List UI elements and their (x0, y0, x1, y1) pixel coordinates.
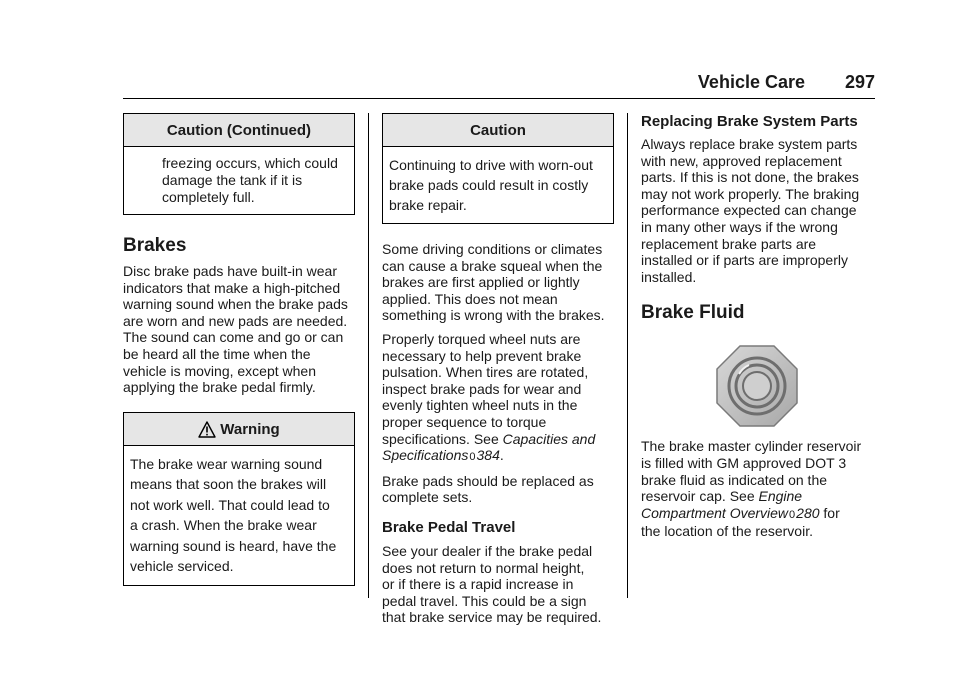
text-line: brake pads could result in costly (389, 177, 589, 193)
text-line: warning sound when the brake pads (123, 296, 348, 313)
page-ref-icon: 0 (469, 451, 476, 464)
text-line: with new, approved replacement (641, 152, 842, 169)
text-line: indicators that make a high-pitched (123, 279, 341, 296)
text-line: brake fluid as indicated on the (641, 471, 828, 488)
replacing-parts-heading: Replacing Brake System Parts (641, 113, 858, 130)
brake-fluid-reservoir-cap-icon (715, 344, 799, 428)
text-line: freezing occurs, which could (162, 155, 338, 171)
text-line: replacement brake parts are (641, 235, 817, 252)
column-1 (123, 113, 355, 586)
section-title: Vehicle Care (697, 72, 805, 92)
text-line: Some driving conditions or climates (382, 241, 603, 257)
text-line: can cause a brake squeal when the (382, 257, 603, 274)
text-line: installed. (641, 268, 697, 285)
wheel-nuts-paragraph (382, 331, 614, 466)
text-line: vehicle is moving, except when (123, 362, 316, 379)
brake-fluid-paragraph (641, 438, 873, 540)
text-line: complete sets. (382, 489, 473, 506)
caution-body (383, 147, 613, 223)
squeal-paragraph (382, 241, 614, 324)
caution-continued-box (123, 113, 355, 215)
text-line: brake repair. (389, 197, 467, 213)
text-line: The brake wear warning sound (130, 455, 323, 472)
page-ref-280[interactable]: 280 (796, 504, 820, 521)
text-line (641, 505, 873, 524)
replacing-parts-paragraph (641, 136, 873, 285)
text-line: proper sequence to torque (382, 413, 547, 430)
warning-body (124, 446, 354, 585)
brakes-heading: Brakes (123, 235, 187, 256)
text-line: vehicle serviced. (130, 558, 234, 575)
text-line (382, 447, 614, 466)
text-line: be heard all the time when the (123, 345, 311, 362)
text-line: Brake pads should be replaced as (382, 472, 594, 489)
text-line: completely full. (162, 189, 255, 205)
text-line: performance expected can change (641, 202, 857, 219)
caution-continued-body (124, 147, 354, 214)
brake-pedal-travel-heading: Brake Pedal Travel (382, 518, 516, 536)
text-line: are worn and new pads are needed. (123, 312, 348, 329)
text-line: The brake master cylinder reservoir (641, 438, 862, 455)
text-line: inspect brake pads for wear and (382, 380, 582, 397)
warning-title: Warning (220, 420, 280, 438)
pedal-travel-paragraph (382, 543, 614, 626)
page-ref-icon: 0 (789, 508, 796, 521)
text-line: See your dealer if the brake pedal (382, 542, 593, 559)
warning-triangle-icon (198, 421, 216, 438)
page-ref-384[interactable]: 384 (476, 447, 500, 464)
text-line: damage the tank if it is (162, 172, 303, 188)
text-line: Properly torqued wheel nuts are (382, 330, 581, 347)
brake-fluid-heading: Brake Fluid (641, 302, 745, 324)
text-line: may not work properly. The braking (641, 185, 860, 202)
text-line: Disc brake pads have built-in wear (123, 263, 337, 279)
replace-sets-paragraph (382, 473, 614, 506)
page-number: 297 (844, 72, 875, 92)
compartment-overview-link[interactable]: Compartment Overview (641, 504, 789, 521)
text-span: . (499, 447, 504, 464)
text-line (382, 431, 614, 448)
text-span: specifications. See (382, 430, 503, 447)
text-line: in many other ways if the wrong (641, 218, 838, 235)
text-span: reservoir cap. See (641, 488, 759, 505)
text-line: that brake service may be required. (382, 609, 602, 626)
warning-header (124, 413, 354, 446)
text-line: installed or if parts are improperly (641, 252, 848, 269)
text-line: applied. This does not mean (382, 290, 558, 307)
column-2 (382, 113, 614, 626)
text-line: necessary to help prevent brake (382, 347, 582, 364)
specifications-link[interactable]: Specifications (382, 447, 469, 464)
text-line: Always replace brake system parts (641, 136, 858, 152)
text-line: Continuing to drive with worn-out (389, 157, 593, 173)
text-line: applying the brake pedal firmly. (123, 379, 316, 396)
brakes-paragraph (123, 263, 355, 396)
text-line: brakes are first applied or lightly (382, 274, 580, 291)
text-line: pedal travel. This could be a sign (382, 592, 587, 609)
text-line: not work well. That could lead to (130, 496, 330, 513)
text-line: warning sound is heard, have the (130, 537, 337, 554)
caution-continued-title: Caution (Continued) (124, 114, 354, 147)
text-line (641, 488, 873, 505)
text-line: something is wrong with the brakes. (382, 307, 605, 324)
column-divider (627, 113, 628, 598)
text-line: means that soon the brakes will (130, 476, 327, 493)
engine-link[interactable]: Engine (758, 488, 803, 505)
column-divider (368, 113, 369, 598)
text-span: for (819, 504, 840, 521)
text-line: does not return to normal height, (382, 559, 585, 576)
capacities-link[interactable]: Capacities and (502, 430, 596, 447)
caution-box (382, 113, 614, 224)
page-header (123, 70, 875, 99)
text-line: The sound can come and go or can (123, 329, 344, 346)
text-line: pulsation. When tires are rotated, (382, 364, 589, 381)
text-line: the location of the reservoir. (641, 523, 813, 540)
text-line: is filled with GM approved DOT 3 (641, 454, 847, 471)
text-line: parts. If this is not done, the brakes (641, 169, 859, 186)
caution-title: Caution (383, 114, 613, 147)
text-line: a crash. When the brake wear (130, 517, 317, 534)
text-line: or if there is a rapid increase in (382, 576, 574, 593)
text-line: evenly tighten wheel nuts in the (382, 397, 578, 414)
warning-box (123, 412, 355, 586)
column-3 (641, 113, 873, 540)
